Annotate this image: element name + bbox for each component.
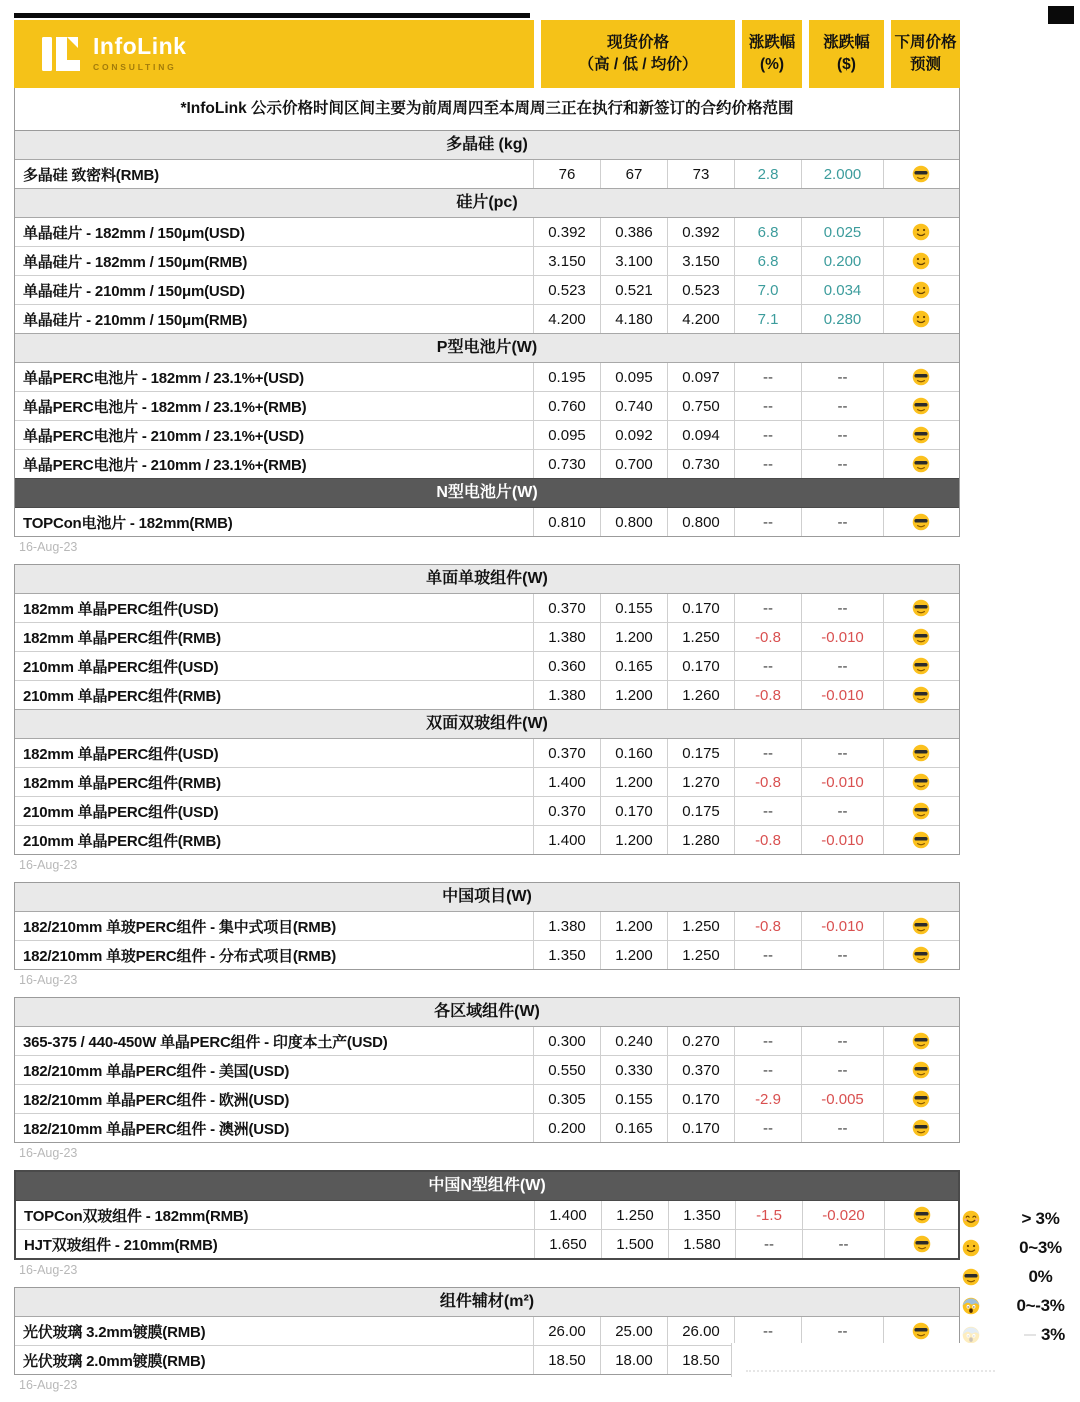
price-table [14,20,960,1402]
price-low: 3.100 [600,247,667,275]
price-avg: 0.170 [667,652,734,680]
table-row [15,912,959,940]
table-row [15,391,959,420]
table-row [15,246,959,275]
price-avg: 0.270 [667,1027,734,1055]
price-high: 0.523 [533,276,600,304]
table-row [15,1345,959,1374]
change-pct: 6.8 [734,247,801,275]
change-pct: 6.8 [734,218,801,246]
price-avg: 0.170 [667,1114,734,1142]
block-date: 16-Aug-23 [19,1378,78,1392]
block-date: 16-Aug-23 [19,973,78,987]
change-pct: -0.8 [734,681,801,709]
change-amt: -0.010 [801,681,883,709]
change-amt: -- [801,739,883,767]
change-pct: -- [734,1027,801,1055]
change-amt: 0.025 [801,218,883,246]
block-date: 16-Aug-23 [19,540,78,554]
change-amt: -- [802,1230,884,1258]
brand-name: InfoLink [93,32,187,59]
table-header-row [14,20,960,88]
row-label: 单晶PERC电池片 - 182mm / 23.1%+(RMB) [23,398,307,416]
price-avg: 0.800 [667,508,734,536]
table-row [15,739,959,767]
change-pct: -2.9 [734,1085,801,1113]
price-avg: 0.170 [667,1085,734,1113]
change-pct: 7.1 [734,305,801,333]
table-row [15,940,959,969]
change-amt: -- [801,1317,883,1345]
row-label: HJT双玻组件 - 210mm(RMB) [24,1236,218,1254]
table-row [15,622,959,651]
forecast-emoji-icon [883,1085,957,1113]
table-row [15,363,959,391]
price-high: 0.200 [533,1114,600,1142]
row-label: 单晶硅片 - 210mm / 150μm(USD) [23,282,245,300]
infolink-logo-icon [40,34,82,74]
change-pct: -- [734,594,801,622]
row-label: 210mm 单晶PERC组件(RMB) [23,687,221,705]
change-amt: 0.280 [801,305,883,333]
section-header: 单面单玻组件(W) [15,565,959,594]
row-label: 182mm 单晶PERC组件(USD) [23,600,219,618]
table-row [15,1317,959,1345]
price-high: 76 [533,160,600,188]
forecast-emoji-icon [883,681,957,709]
col-header-change-pct: 涨跌幅 (%) [735,20,802,88]
row-label: 单晶硅片 - 182mm / 150μm(RMB) [23,253,248,271]
price-low: 0.170 [600,797,667,825]
price-period-note: *InfoLink 公示价格时间区间主要为前周周四至本周周三正在执行和新签订的合约价格范围 [14,88,960,130]
table-blocks [14,130,960,1393]
table-row [16,1229,958,1258]
top-border-bar [14,13,530,18]
block-date: 16-Aug-23 [19,1263,78,1277]
price-low: 0.740 [600,392,667,420]
forecast-emoji-icon [883,1056,957,1084]
price-high: 1.380 [533,912,600,940]
price-high: 1.380 [533,681,600,709]
price-avg: 4.200 [667,305,734,333]
price-low: 1.200 [600,941,667,969]
forecast-emoji-icon [883,305,957,333]
change-amt: -0.010 [801,623,883,651]
price-avg: 18.50 [667,1346,734,1374]
forecast-emoji-icon [883,623,957,651]
change-pct: -- [734,450,801,478]
price-high: 1.350 [533,941,600,969]
price-high: 0.095 [533,421,600,449]
table-row [15,1055,959,1084]
price-low: 0.330 [600,1056,667,1084]
price-low: 0.095 [600,363,667,391]
change-pct: -- [734,1114,801,1142]
change-amt: -- [801,1114,883,1142]
forecast-emoji-icon [883,739,957,767]
price-avg: 0.392 [667,218,734,246]
change-amt: -0.010 [801,912,883,940]
legend-item [962,1204,1077,1233]
change-amt: -0.020 [802,1201,884,1229]
price-low: 18.00 [600,1346,667,1374]
price-high: 0.370 [533,739,600,767]
change-pct: -0.8 [734,623,801,651]
price-avg: 3.150 [667,247,734,275]
table-block [14,997,960,1143]
change-amt: -- [801,594,883,622]
row-label: 365-375 / 440-450W 单晶PERC组件 - 印度本土产(USD) [23,1033,388,1051]
price-high: 0.370 [533,797,600,825]
price-avg: 0.097 [667,363,734,391]
forecast-emoji-icon [883,218,957,246]
change-pct: -0.8 [734,912,801,940]
change-amt: -- [801,450,883,478]
legend-label: 3% [1004,1325,1077,1345]
forecast-emoji-icon [883,768,957,796]
legend-emoji-icon [962,1297,980,1315]
forecast-emoji-icon [883,421,957,449]
row-label: 182/210mm 单玻PERC组件 - 分布式项目(RMB) [23,947,337,965]
table-block [14,130,960,537]
col-header-forecast: 下周价格 预测 [884,20,960,88]
price-high: 1.650 [534,1230,601,1258]
price-high: 0.360 [533,652,600,680]
price-low: 1.200 [600,768,667,796]
price-low: 1.500 [601,1230,668,1258]
table-block [14,1287,960,1375]
block-date: 16-Aug-23 [19,1146,78,1160]
price-avg: 0.750 [667,392,734,420]
table-row [15,767,959,796]
change-amt: -0.010 [801,768,883,796]
table-block [14,882,960,970]
legend-emoji-icon [962,1268,980,1286]
price-avg: 1.350 [668,1201,735,1229]
table-row [15,218,959,246]
section-header: P型电池片(W) [15,333,959,363]
price-low: 25.00 [600,1317,667,1345]
table-row [15,796,959,825]
table-row [15,651,959,680]
table-row [15,825,959,854]
price-avg: 0.175 [667,739,734,767]
section-header: N型电池片(W) [15,478,959,508]
price-avg: 0.094 [667,421,734,449]
white-overlay [731,1343,1031,1377]
price-high: 1.400 [534,1201,601,1229]
price-high: 4.200 [533,305,600,333]
forecast-emoji-icon [884,1201,958,1229]
price-avg: 26.00 [667,1317,734,1345]
row-label: 182/210mm 单晶PERC组件 - 欧洲(USD) [23,1091,290,1109]
forecast-legend [962,1204,1077,1349]
price-high: 0.370 [533,594,600,622]
table-row [15,680,959,709]
section-header: 组件辅材(m²) [15,1288,959,1317]
forecast-emoji-icon [883,1027,957,1055]
price-avg: 1.250 [667,912,734,940]
price-high: 1.400 [533,826,600,854]
legend-item [962,1262,1077,1291]
price-high: 18.50 [533,1346,600,1374]
change-pct: -- [734,941,801,969]
legend-emoji-icon [962,1239,980,1257]
row-label: 单晶PERC电池片 - 210mm / 23.1%+(RMB) [23,456,307,474]
forecast-emoji-icon [883,363,957,391]
row-label: 182/210mm 单晶PERC组件 - 美国(USD) [23,1062,290,1080]
forecast-emoji-icon [883,1114,957,1142]
price-high: 0.305 [533,1085,600,1113]
price-high: 0.392 [533,218,600,246]
row-label: 182mm 单晶PERC组件(RMB) [23,774,221,792]
price-avg: 0.170 [667,594,734,622]
price-low: 0.160 [600,739,667,767]
legend-label: > 3% [1021,1208,1060,1228]
row-label: 光伏玻璃 3.2mm镀膜(RMB) [23,1323,206,1341]
price-high: 3.150 [533,247,600,275]
change-amt: -0.005 [801,1085,883,1113]
forecast-emoji-icon [883,160,957,188]
forecast-emoji-icon [883,247,957,275]
price-avg: 0.730 [667,450,734,478]
price-avg: 0.175 [667,797,734,825]
price-low: 1.200 [600,623,667,651]
row-label: 210mm 单晶PERC组件(USD) [23,803,219,821]
price-avg: 1.250 [667,941,734,969]
forecast-emoji-icon [883,652,957,680]
forecast-emoji-icon [883,450,957,478]
price-avg: 1.580 [668,1230,735,1258]
price-avg: 1.250 [667,623,734,651]
row-label: 多晶硅 致密料(RMB) [23,166,159,184]
change-amt: -- [801,1056,883,1084]
table-row [15,594,959,622]
forecast-emoji-icon [883,826,957,854]
change-amt: -- [801,797,883,825]
row-label: 光伏玻璃 2.0mm镀膜(RMB) [23,1352,206,1370]
legend-label: 0~-3% [1016,1295,1065,1315]
forecast-emoji-icon [883,797,957,825]
row-label: 182/210mm 单晶PERC组件 - 澳洲(USD) [23,1120,290,1138]
price-avg: 73 [667,160,734,188]
forecast-emoji-icon [883,912,957,940]
change-pct: -0.8 [734,768,801,796]
section-header: 多晶硅 (kg) [15,131,959,160]
change-amt: -- [801,1027,883,1055]
row-label: 182mm 单晶PERC组件(USD) [23,745,219,763]
price-low: 0.800 [600,508,667,536]
price-high: 0.760 [533,392,600,420]
price-high: 0.730 [533,450,600,478]
table-block [14,1170,960,1260]
infolink-logo [14,20,534,88]
change-amt: -- [801,941,883,969]
change-amt: -- [801,363,883,391]
col-header-spot-price: 现货价格 （高 / 低 / 均价） [534,20,735,88]
change-amt: 2.000 [801,160,883,188]
price-high: 0.195 [533,363,600,391]
price-low: 0.155 [600,1085,667,1113]
change-pct: -- [734,421,801,449]
forecast-emoji-icon [884,1230,958,1258]
row-label: TOPCon双玻组件 - 182mm(RMB) [24,1207,249,1225]
price-low: 4.180 [600,305,667,333]
price-high: 1.400 [533,768,600,796]
legend-item [962,1291,1077,1320]
legend-item [962,1233,1077,1262]
block-date: 16-Aug-23 [19,858,78,872]
legend-emoji-icon [962,1210,980,1228]
forecast-emoji-icon [883,594,957,622]
price-low: 0.700 [600,450,667,478]
price-avg: 1.280 [667,826,734,854]
row-label: 单晶硅片 - 182mm / 150μm(USD) [23,224,245,242]
change-pct: -1.5 [735,1201,802,1229]
row-label: 单晶PERC电池片 - 182mm / 23.1%+(USD) [23,369,304,387]
price-avg: 1.260 [667,681,734,709]
price-high: 0.300 [533,1027,600,1055]
price-avg: 0.370 [667,1056,734,1084]
change-amt: -- [801,508,883,536]
section-header: 中国项目(W) [15,883,959,912]
change-amt: -- [801,392,883,420]
price-low: 67 [600,160,667,188]
forecast-emoji-icon [883,392,957,420]
price-low: 0.386 [600,218,667,246]
price-high: 0.550 [533,1056,600,1084]
section-header: 各区域组件(W) [15,998,959,1027]
row-label: 182mm 单晶PERC组件(RMB) [23,629,221,647]
row-label: TOPCon电池片 - 182mm(RMB) [23,514,233,532]
section-header: 中国N型组件(W) [16,1172,958,1201]
legend-emoji-icon [962,1326,980,1344]
price-low: 0.165 [600,1114,667,1142]
price-high: 0.810 [533,508,600,536]
price-high: 1.380 [533,623,600,651]
table-row [15,1027,959,1055]
forecast-emoji-icon [883,508,957,536]
change-amt: 0.200 [801,247,883,275]
change-pct: -- [734,739,801,767]
change-pct: -0.8 [734,826,801,854]
table-row [15,1084,959,1113]
forecast-emoji-icon [883,941,957,969]
table-row [15,449,959,478]
change-pct: 2.8 [734,160,801,188]
change-pct: -- [734,797,801,825]
brand-subtitle: CONSULTING [93,61,177,72]
price-low: 1.250 [601,1201,668,1229]
price-low: 1.200 [600,681,667,709]
change-amt: -- [801,652,883,680]
row-label: 单晶PERC电池片 - 210mm / 23.1%+(USD) [23,427,304,445]
price-avg: 0.523 [667,276,734,304]
row-label: 单晶硅片 - 210mm / 150μm(RMB) [23,311,248,329]
section-header: 硅片(pc) [15,188,959,218]
change-pct: -- [734,652,801,680]
table-row [15,508,959,536]
forecast-emoji-icon [883,1317,957,1345]
price-low: 1.200 [600,826,667,854]
price-low: 0.165 [600,652,667,680]
table-row [15,304,959,333]
legend-label: 0~3% [1019,1237,1062,1257]
price-high: 26.00 [533,1317,600,1345]
legend-label: 0% [1028,1266,1053,1286]
table-row [15,275,959,304]
change-amt: -- [801,421,883,449]
table-row [15,160,959,188]
row-label: 210mm 单晶PERC组件(RMB) [23,832,221,850]
table-block [14,564,960,855]
change-pct: 7.0 [734,276,801,304]
price-low: 1.200 [600,912,667,940]
change-pct: -- [734,363,801,391]
change-pct: -- [734,508,801,536]
row-label: 210mm 单晶PERC组件(USD) [23,658,219,676]
change-pct: -- [734,392,801,420]
price-low: 0.240 [600,1027,667,1055]
forecast-emoji-icon [883,276,957,304]
table-row [15,420,959,449]
change-amt: -0.010 [801,826,883,854]
price-low: 0.521 [600,276,667,304]
change-pct: -- [734,1056,801,1084]
table-row [15,1113,959,1142]
change-pct: -- [734,1317,801,1345]
row-label: 182/210mm 单玻PERC组件 - 集中式项目(RMB) [23,918,337,936]
change-pct: -- [735,1230,802,1258]
price-low: 0.092 [600,421,667,449]
change-amt: 0.034 [801,276,883,304]
price-low: 0.155 [600,594,667,622]
price-avg: 1.270 [667,768,734,796]
section-header: 双面双玻组件(W) [15,709,959,739]
col-header-change-amt: 涨跌幅 ($) [802,20,884,88]
table-row [16,1201,958,1229]
top-right-mark [1048,6,1074,24]
faint-dash [1024,1334,1036,1336]
